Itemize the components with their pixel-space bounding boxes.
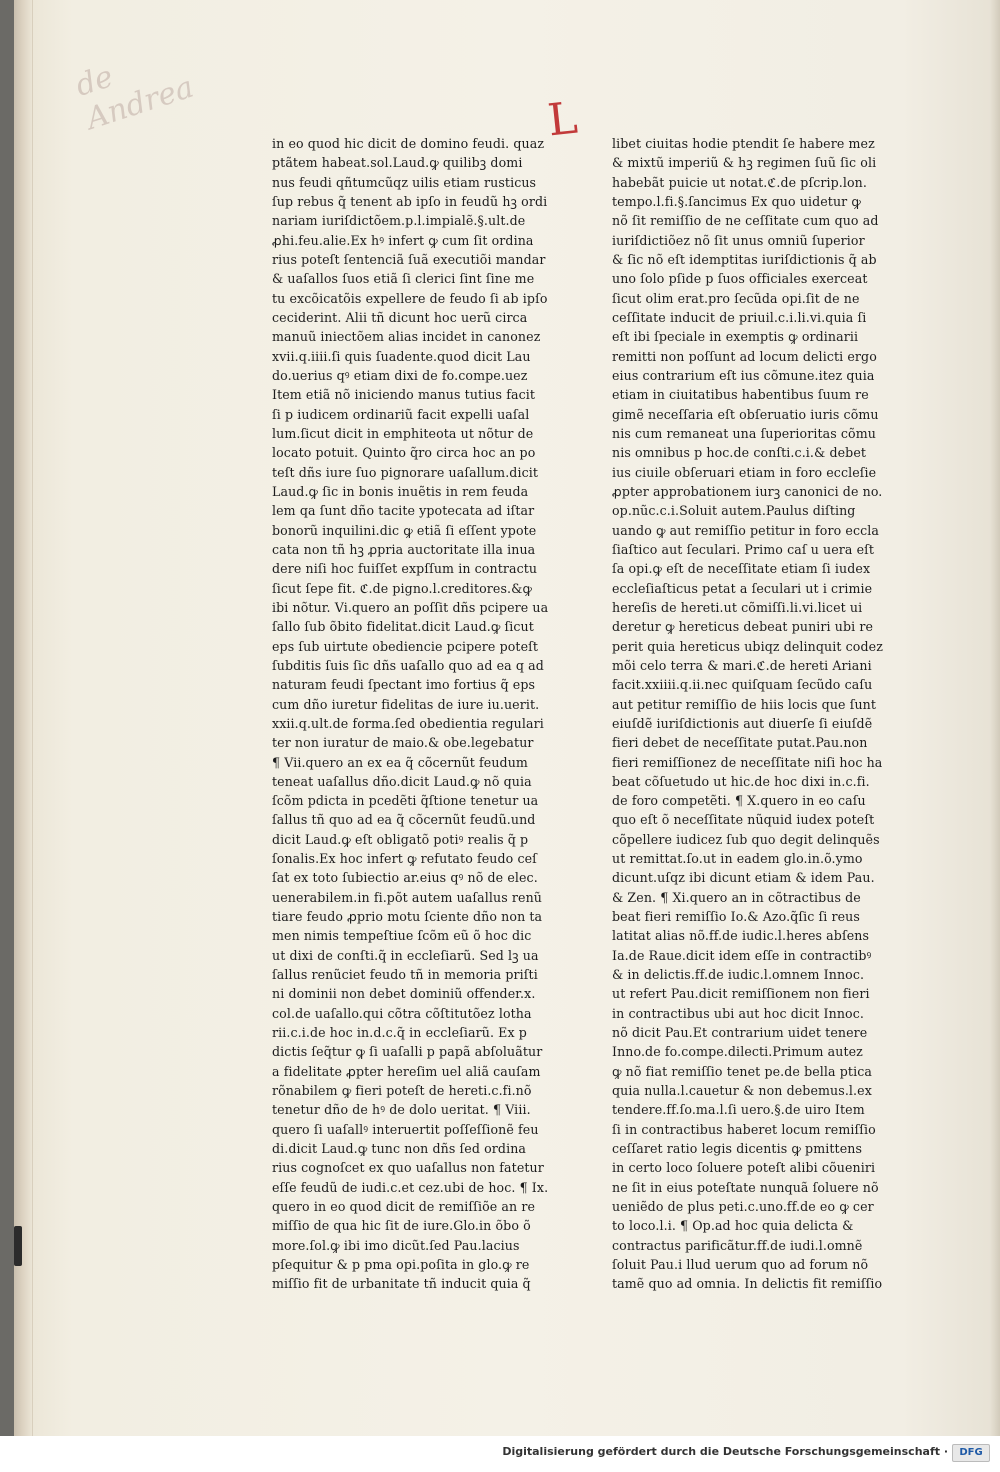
text-line: a fidelitate ꝓpter hereſim uel aliã cauſam <box>272 1063 541 1079</box>
text-line: fieri remiſſionez de neceſſitate niſi hoc ha <box>612 754 883 770</box>
text-line: & Zen. ¶ Xi.quero an in cõtractibus de <box>612 889 861 905</box>
text-line: iuriſdictiõez nõ ſit unus omniũ ſuperior <box>612 232 865 248</box>
text-line: ſup rebus q̃ tenent ab ipſo in feudũ hꝫ ordi <box>272 193 548 209</box>
text-line: tamẽ quo ad omnia. In delictis fit remiſſio <box>612 1276 883 1292</box>
text-line: cõpellere iudicez ſub quo degit delinquẽs <box>612 831 880 847</box>
text-line: remitti non poſſunt ad locum delicti ergo <box>612 348 877 364</box>
text-line: in certo loco ſoluere poteſt alibi cõueniri <box>612 1160 876 1176</box>
gutter-edge <box>14 0 33 1436</box>
text-line: ueniẽdo de plus peti.c.uno.ff.de eo ꝙ cer <box>612 1199 874 1215</box>
text-line: ſoluit Pau.i llud uerum quo ad forum nõ <box>612 1257 869 1273</box>
text-line: teneat uaſallus dño.dicit Laud.ꝙ nõ quia <box>272 773 532 789</box>
text-line: ſallus tñ quo ad ea q̃ cõcernũt feudũ.und <box>272 812 536 828</box>
text-line: dere niſi hoc fuiſſet expſſum in contractu <box>272 561 538 577</box>
text-line: aut petitur remiſſio de hiis locis que ſunt <box>612 696 877 712</box>
text-line: col.de uaſallo.qui cõtra cõſtitutõez lotha <box>272 1005 532 1021</box>
text-line: ſonalis.Ex hoc infert ꝙ refutato feudo ceſ <box>272 851 537 867</box>
text-line: ¶ Vii.quero an ex ea q̃ cõcernũt feudum <box>272 754 528 770</box>
text-line: bonorũ inquilini.dic ꝙ etiã ſi eſſent ypote <box>272 522 537 538</box>
book-page <box>14 0 1000 1436</box>
page-right-edge <box>990 0 1000 1436</box>
text-line: tenetur dño de hꝰ de dolo ueritat. ¶ Viii. <box>272 1102 531 1118</box>
text-line: beat cõſuetudo ut hic.de hoc dixi in.c.fi. <box>612 773 870 789</box>
dfg-logo: DFG <box>952 1444 990 1462</box>
text-line: di.dicit Laud.ꝙ tunc non dñs ſed ordina <box>272 1141 527 1157</box>
text-line: deretur ꝙ hereticus debeat puniri ubi re <box>612 619 874 635</box>
text-line: cata non tñ hꝫ ꝓpria auctoritate illa inua <box>272 541 536 557</box>
text-line: naturam feudi ſpectant imo fortius q̃ eps <box>272 677 536 693</box>
text-line: miſſio de qua hic ſit de iure.Glo.in õbo õ <box>272 1218 531 1234</box>
text-line: dicit Laud.ꝙ eſt obligatõ potiꝰ realis q̃ p <box>272 831 529 847</box>
text-line: tendere.ff.ſo.ma.l.ſi uero.§.de uiro Item <box>612 1102 865 1118</box>
text-line: nus feudi qñtumcũqz uilis etiam rusticus <box>272 174 537 190</box>
text-line: ſi in contractibus haberet locum remiſſio <box>612 1121 876 1137</box>
text-line: teſt dñs iure ſuo pignorare uaſallum.dicit <box>272 464 539 480</box>
text-line: ut remittat.ſo.ut in eadem glo.in.õ.ymo <box>612 851 863 867</box>
text-line: Laud.ꝙ ſic in bonis inuẽtis in rem feuda <box>272 483 529 499</box>
footer-credit: Digitalisierung gefördert durch die Deutsche Forschungsgemeinschaft · <box>502 1445 948 1458</box>
text-line: xxii.q.ult.de forma.ſed obedientia regulari <box>272 715 544 731</box>
text-line: quia nulla.l.cauetur & non debemus.l.ex <box>612 1083 872 1099</box>
text-line: ſallus renũciet feudo tñ in memoria priſti <box>272 967 538 983</box>
text-line: mõi celo terra & mari.ℭ.de hereti Ariani <box>612 657 872 673</box>
text-line: rii.c.i.de hoc in.d.c.q̃ in eccleſiarũ. Ex p <box>272 1025 527 1041</box>
text-line: eſſe feudũ de iudi.c.et cez.ubi de hoc. ¶ Ix. <box>272 1179 549 1195</box>
text-line: uenerabilem.in fi.põt autem uaſallus renũ <box>272 889 543 905</box>
text-line: contractus parificãtur.ff.de iudi.l.omnẽ <box>612 1237 863 1253</box>
text-line: rius cognoſcet ex quo uaſallus non fatetur <box>272 1160 544 1176</box>
left-text-column <box>272 134 552 1294</box>
text-line: ſicut ſepe fit. ℭ.de pigno.l.creditores.&ꝙ <box>272 580 533 596</box>
text-line: ſcõm pdicta in pcedẽti q̃ſtione tenetur ua <box>272 793 539 809</box>
text-line: ius ciuile obſeruari etiam in foro eccleſie <box>612 464 877 480</box>
right-text-column <box>612 134 900 1294</box>
text-line: eſt ibi ſpeciale in exemptis ꝙ ordinarii <box>612 329 859 345</box>
text-line: xvii.q.iiii.ſi quis ſuadente.quod dicit Lau <box>272 348 531 364</box>
text-line: eps ſub uirtute obediencie pcipere poteſt <box>272 638 539 654</box>
text-line: quero ſi uaſallꝰ interuertit poſſeſſionẽ feu <box>272 1121 539 1137</box>
text-line: more.ſol.ꝙ ibi imo dicũt.ſed Pau.lacius <box>272 1237 520 1253</box>
text-line: ni dominii non debet dominiũ offender.x. <box>272 986 536 1002</box>
text-line: ceſſaret ratio legis dicentis ꝙ pmittens <box>612 1141 863 1157</box>
text-line: ſa opi.ꝙ eſt de neceſſitate etiam ſi iudex <box>612 561 871 577</box>
text-line: fieri debet de neceſſitate putat.Pau.non <box>612 735 868 751</box>
text-line: quo eſt õ neceſſitate nũquid iudex poteſt <box>612 812 875 828</box>
text-line: ceſſitate inducit de priuil.c.i.li.vi.quia ſi <box>612 309 867 325</box>
text-line: ꝙ nõ fiat remiſſio tenet pe.de bella ptica <box>612 1063 872 1079</box>
text-line: etiam in ciuitatibus habentibus ſuum re <box>612 387 869 403</box>
text-line: ter non iuratur de maio.& obe.legebatur <box>272 735 534 751</box>
text-line: beat fieri remiſſio Io.& Azo.q̃ſic ſi reus <box>612 909 860 925</box>
text-line: ceciderint. Alii tñ dicunt hoc uerũ circa <box>272 309 528 325</box>
text-line: ſallo ſub õbito fidelitat.dicit Laud.ꝙ ſicut <box>272 619 534 635</box>
text-line: facit.xxiiii.q.ii.nec quiſquam ſecũdo caſu <box>612 677 873 693</box>
text-line: dictis ſeq̃tur ꝙ ſi uaſalli p papã abſoluãtur <box>272 1044 543 1060</box>
text-line: ſi p iudicem ordinariũ facit expelli uaſal <box>272 406 530 422</box>
text-line: & mixtũ imperiũ & hꝫ regimen ſuũ ſic oli <box>612 155 877 171</box>
text-line: ut refert Pau.dicit remiſſionem non fieri <box>612 986 870 1002</box>
text-line: libet ciuitas hodie ptendit ſe habere mez <box>612 136 875 151</box>
text-line: lem qa ſunt dño tacite ypotecata ad iſtar <box>272 503 535 519</box>
text-line: ſiaſtico aut ſeculari. Primo caſ u uera eſt <box>612 541 875 557</box>
text-line: eius contrarium eſt ius cõmune.itez quia <box>612 367 875 383</box>
text-line: do.uerius qꝰ etiam dixi de fo.compe.uez <box>272 367 528 383</box>
text-line: hereſis de hereti.ut cõmiſſi.li.vi.licet ui <box>612 599 863 615</box>
text-line: eccleſiaſticus petat a ſeculari ut i crimie <box>612 580 873 596</box>
text-line: miſſio fit de urbanitate tñ inducit quia q̃ <box>272 1276 531 1292</box>
text-line: men nimis tempeſtiue ſcõm eũ õ hoc dic <box>272 928 532 944</box>
text-line: ꝓpter approbationem iurꝫ canonici de no. <box>612 483 883 499</box>
text-line: rius poteſt ſentenciã ſuã executiõi mandar <box>272 251 546 267</box>
margin-note-text: de Andrea <box>71 59 198 138</box>
text-line: to loco.l.i. ¶ Op.ad hoc quia delicta & <box>612 1218 854 1234</box>
text-line: rõnabilem ꝙ fieri poteſt de hereti.c.fi.nõ <box>272 1083 532 1099</box>
text-line: locato potuit. Quinto q̃ro circa hoc an po <box>272 445 536 461</box>
text-line: ptãtem habeat.sol.Laud.ꝙ quilibꝫ domi <box>272 155 523 171</box>
text-line: eiuſdẽ iuriſdictionis aut diuerſe ſi eiuſdẽ <box>612 715 873 731</box>
text-line: nis cum remaneat una ſuperioritas cõmu <box>612 425 876 441</box>
text-line: Inno.de fo.compe.dilecti.Primum autez <box>612 1044 863 1060</box>
text-line: gimẽ neceſſaria eſt obſeruatio iuris cõmu <box>612 406 879 422</box>
text-line: ſubditis ſuis ſic dñs uaſallo quo ad ea q ad <box>272 657 544 673</box>
text-line: tempo.l.fi.§.ſancimus Ex quo uidetur ꝙ <box>612 193 861 209</box>
text-line: tu excõicatõis expellere de feudo ſi ab ipſo <box>272 290 548 306</box>
text-line: ibi nõtur. Vi.quero an poſſit dñs pcipere ua <box>272 599 549 615</box>
text-line: Ia.de Raue.dicit idem eſſe in contractibꝰ <box>612 947 872 963</box>
text-line: lum.ſicut dicit in emphiteota ut nõtur de <box>272 425 534 441</box>
text-line: ſicut olim erat.pro ſecũda opi.ſit de ne <box>612 290 860 306</box>
text-line: ut dixi de conſti.q̃ in eccleſiarũ. Sed lꝫ ua <box>272 947 539 963</box>
text-line: tiare feudo ꝓprio motu ſciente dño non ta <box>272 909 543 925</box>
text-line: & ſic nõ eſt idemptitas iuriſdictionis q̃ ab <box>612 251 877 267</box>
text-line: nis omnibus p hoc.de conſti.c.i.& debet <box>612 445 867 461</box>
text-line: quero in eo quod dicit de remiſſiõe an re <box>272 1199 536 1215</box>
text-line: nõ ſit remiſſio de ne ceſſitate cum quo ad <box>612 213 879 229</box>
text-line: dicunt.uſqz ibi dicunt etiam & idem Pau. <box>612 870 875 886</box>
text-line: Item etiã nõ iniciendo manus tutius facit <box>272 387 536 403</box>
text-line: & uaſallos ſuos etiã ſi clerici ſint ſine me <box>272 271 535 287</box>
text-line: & in delictis.ff.de iudic.l.omnem Innoc. <box>612 967 865 983</box>
text-line: op.nũc.c.i.Soluit autem.Paulus diſting <box>612 503 856 519</box>
text-line: ſat ex toto ſubiectio ar.eius qꝰ nõ de elec. <box>272 870 538 886</box>
text-line: uno ſolo pſide p ſuos officiales exerceat <box>612 271 868 287</box>
text-line: cum dño iuretur fidelitas de iure iu.uerit. <box>272 696 540 712</box>
text-line: habebãt puicie ut notat.ℭ.de pſcrip.lon. <box>612 174 867 190</box>
text-line: ne ſit in eius poteſtate nunquã ſoluere nõ <box>612 1179 879 1195</box>
text-line: nariam iuriſdictõem.p.l.impialẽ.§.ult.de <box>272 213 526 229</box>
text-line: nõ dicit Pau.Et contrarium uidet tenere <box>612 1025 868 1041</box>
text-line: uando ꝙ aut remiſſio petitur in foro eccla <box>612 522 879 538</box>
margin-pencil-note <box>71 36 198 138</box>
text-line: in contractibus ubi aut hoc dicit Innoc. <box>612 1005 864 1021</box>
text-line: in eo quod hic dicit de domino feudi. quaz <box>272 136 545 151</box>
spine-mark <box>14 1226 22 1266</box>
text-line: perit quia hereticus ubiqz delinquit codez <box>612 638 883 654</box>
text-line: latitat alias nõ.ff.de iudic.l.heres abſens <box>612 928 870 944</box>
text-line: de foro competẽti. ¶ X.quero in eo caſu <box>612 793 866 809</box>
folio-mark: L <box>545 92 580 147</box>
text-line: pſequitur & p pma opi.poſita in glo.ꝙ re <box>272 1257 530 1273</box>
text-line: manuũ iniectõem alias incidet in canonez <box>272 329 541 345</box>
text-line: ꝓhi.feu.alie.Ex hꝰ infert ꝙ cum ſit ordina <box>272 232 534 248</box>
